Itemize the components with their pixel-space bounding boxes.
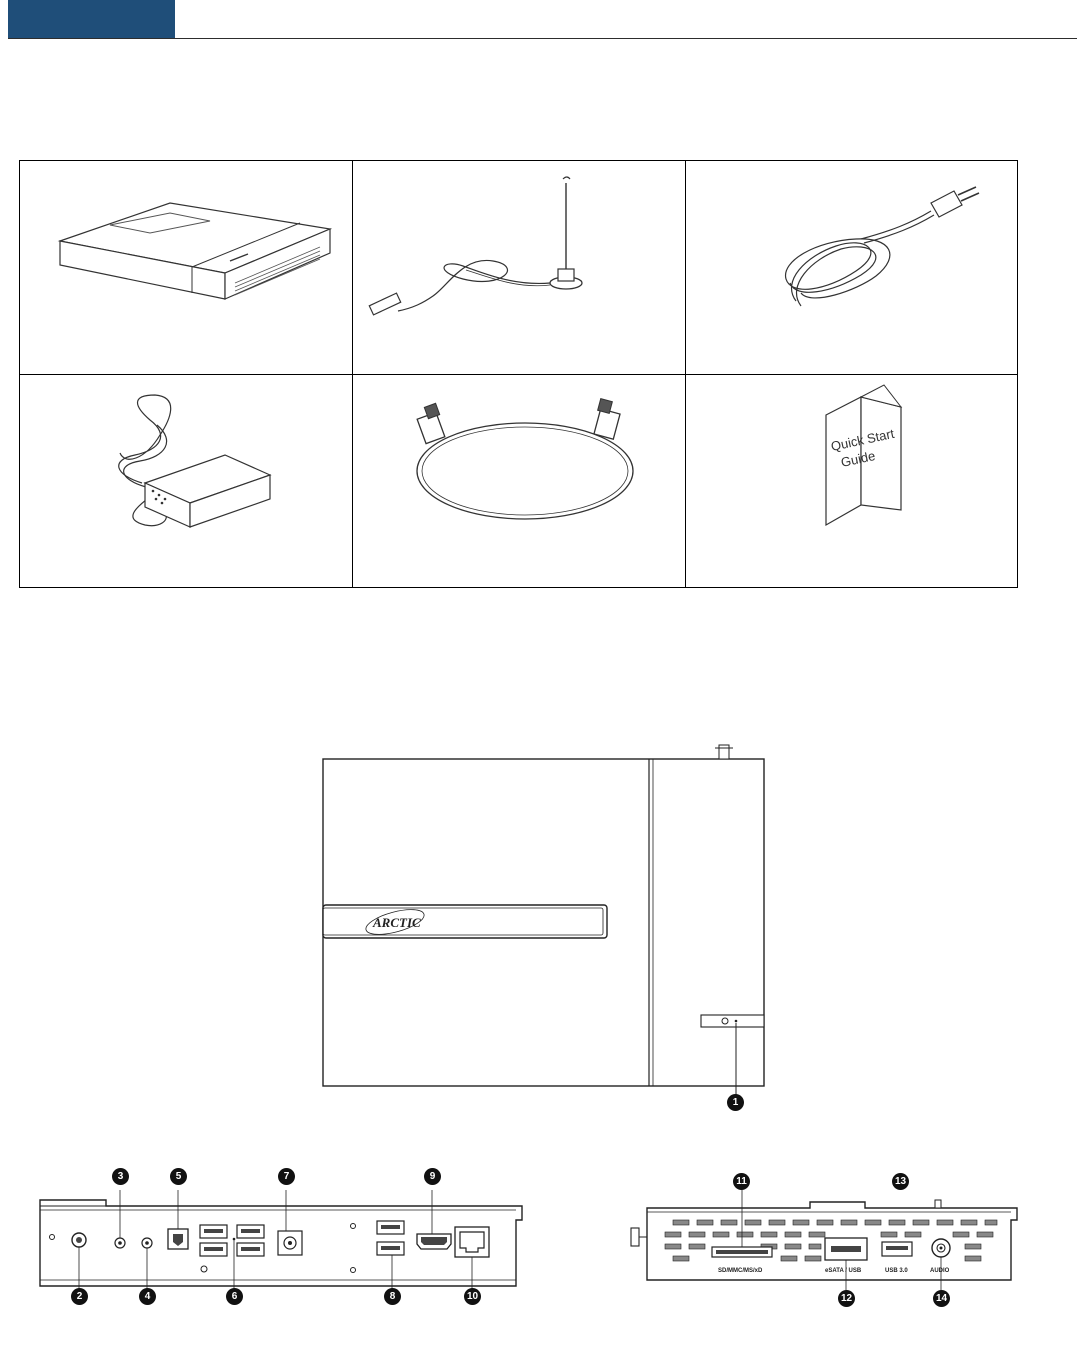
item-power-cord [686,161,1018,373]
esata-usb-label: eSATA / USB [825,1268,862,1274]
device-side-panel [625,1190,1025,1300]
callout-7: 7 [278,1168,295,1185]
header-tab [8,0,175,39]
arctic-logo: ARCTIC [373,915,421,930]
item-hdmi-cable [353,375,685,587]
audio-label: AUDIO [930,1268,950,1274]
item-dvb-antenna [353,161,685,373]
callout-3: 3 [112,1168,129,1185]
callout-6: 6 [226,1288,243,1305]
callout-4: 4 [139,1288,156,1305]
power-adapter-illustration [20,375,352,587]
header-rule [8,38,1077,39]
callout-10: 10 [464,1288,481,1305]
quick-start-guide-illustration [686,375,1018,587]
callout-14: 14 [933,1290,950,1307]
card-reader-label: SD/MMC/MS/xD [718,1268,763,1274]
item-quick-start-guide [686,375,1018,587]
callout-13: 13 [892,1173,909,1190]
guide-cover-text-1: Quick Start [829,425,896,454]
callout-12: 12 [838,1290,855,1307]
power-cord-illustration [686,161,1018,373]
hdmi-cable-illustration [353,375,685,587]
mini-pc-illustration [20,161,352,373]
callout-8: 8 [384,1288,401,1305]
callout-2: 2 [71,1288,88,1305]
callout-9: 9 [424,1168,441,1185]
item-mini-pc [20,161,352,373]
device-top-view [315,740,775,1130]
device-rear-panel [30,1190,530,1300]
usb3-label: USB 3.0 [885,1268,908,1274]
callout-1: 1 [727,1094,744,1111]
antenna-illustration [353,161,685,373]
callout-5: 5 [170,1168,187,1185]
package-contents-table [19,160,1018,588]
item-power-adapter [20,375,352,587]
guide-cover-text-2: Guide [839,448,877,470]
callout-11: 11 [733,1173,750,1190]
